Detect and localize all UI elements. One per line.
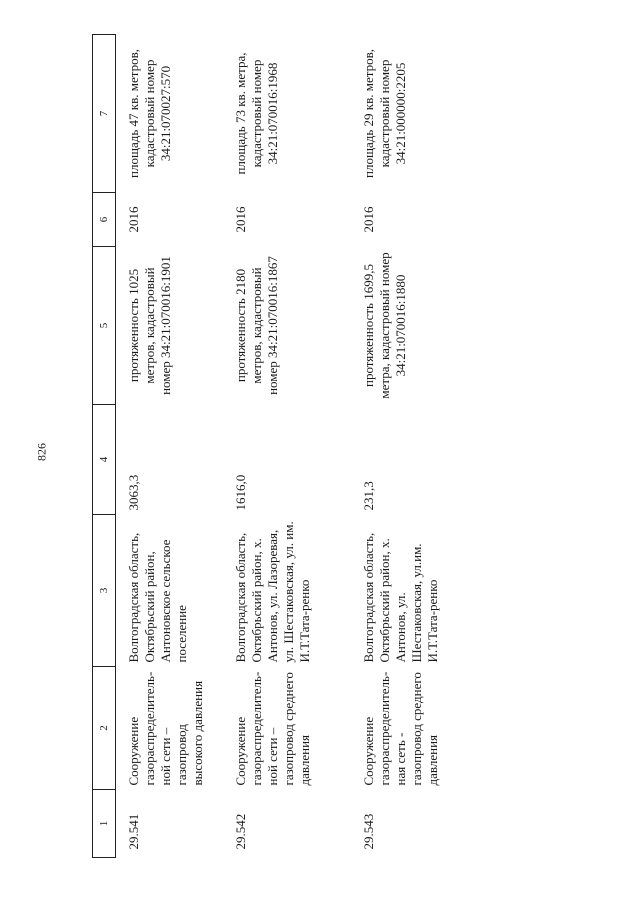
object-address: Волгоградская область, Октябрьский район, х. Антонов, ул. Лазоревая, ул. Шестаковская, ул. им. И.Т.Тата-ренко [233,521,312,663]
object-year: 2016 [361,206,376,233]
row-number: 29.542 [233,813,248,850]
object-year: 2016 [233,206,248,233]
object-value: 3063,3 [126,474,141,511]
table-row [351,35,481,858]
object-address: Волгоградская область, Октябрьский район, х. Антонов, ул. Шестаковская, ул.им. И.Т.Тата-ренко [361,532,440,663]
header-row [93,35,116,858]
header-col-4: 4 [93,405,116,515]
object-name: Сооружение газораспределитель-ная сеть - газопровод среднего давления [361,671,440,786]
header-col-5: 5 [93,247,116,405]
object-area: площадь 47 кв. метров, кадастровый номер 34:21:070027:570 [126,49,173,178]
page-number: 826 [34,443,49,461]
object-length: протяженность 2180 метров, кадастровый номер 34:21:070016:1867 [233,256,280,395]
object-length: протяженность 1699,5 метра, кадастровый номер 34:21:070016:1880 [361,252,408,399]
header-col-2: 2 [93,667,116,790]
table-row [116,35,224,858]
object-year: 2016 [126,206,141,233]
header-col-3: 3 [93,515,116,667]
object-value: 1616,0 [233,474,248,511]
header-col-6: 6 [93,193,116,247]
header-col-7: 7 [93,35,116,193]
row-number: 29.541 [126,813,141,850]
object-length: протяженность 1025 метров, кадастровый номер 34:21:070016:1901 [126,256,173,395]
object-name: Сооружение газораспределитель-ной сети – газопровод высокого давления [126,671,205,786]
rotated-table-container [92,35,610,858]
object-value: 231,3 [361,481,376,511]
row-number: 29.543 [361,813,376,850]
property-table [92,34,481,858]
header-col-1: 1 [93,790,116,858]
table-row [223,35,351,858]
object-area: площадь 73 кв. метра, кадастровый номер 34:21:070016:1968 [233,52,280,175]
object-area: площадь 29 кв. метров, кадастровый номер 34:21:000000:2205 [361,49,408,178]
object-name: Сооружение газораспределитель-ной сети – газопровод среднего давления [233,671,312,786]
object-address: Волгоградская область, Октябрьский район, Антоновское сельское поселение [126,532,189,663]
